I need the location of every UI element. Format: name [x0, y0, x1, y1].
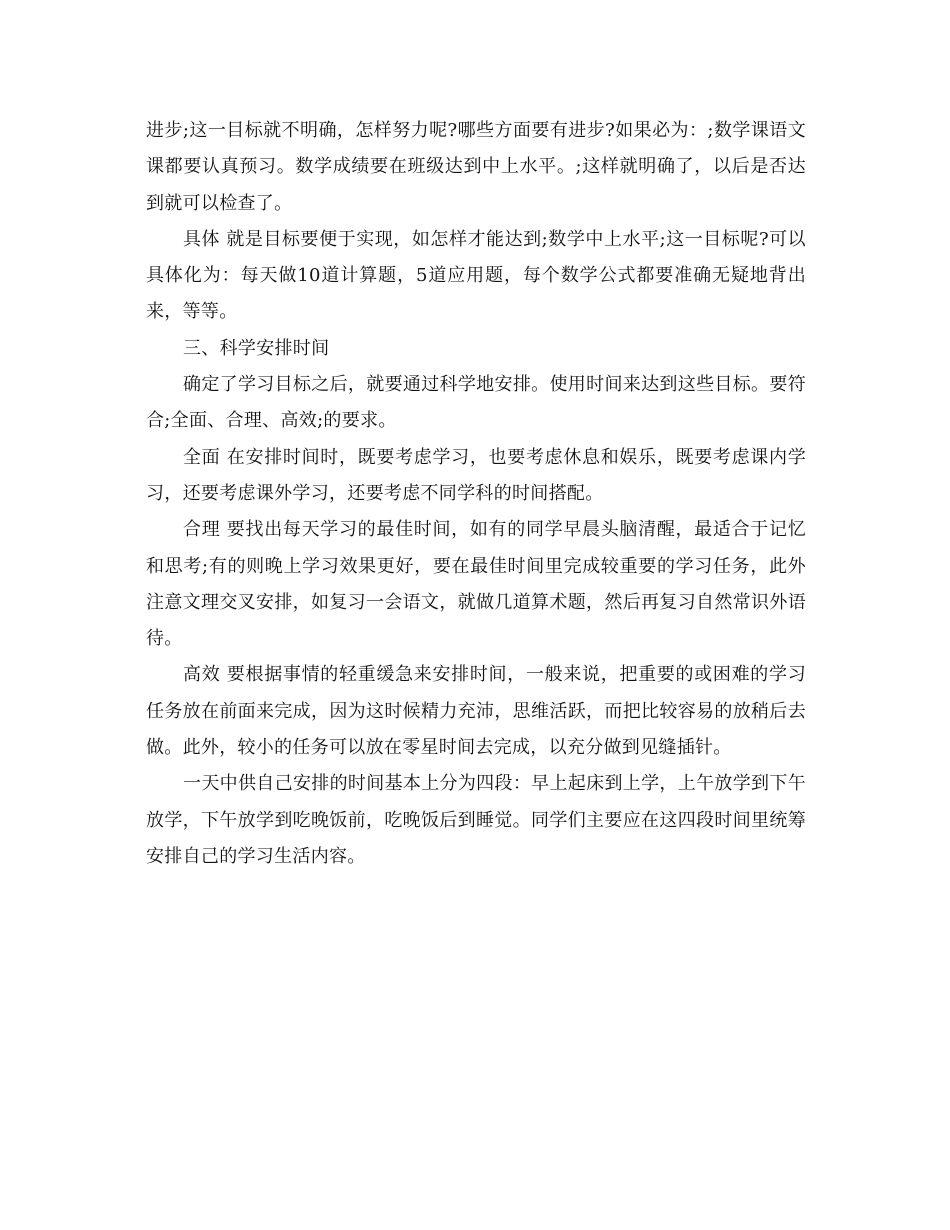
paragraph-continuation: 进步;这一目标就不明确，怎样努力呢?哪些方面要有进步?如果必为：;数学课语文课都要认真预习。数学成绩要在班级达到中上水平。;这样就明确了，以后是否达到就可以检查了。 — [146, 120, 806, 214]
paragraph-efficient: 高效 要根据事情的轻重缓急来安排时间，一般来说，把重要的或困难的学习任务放在前面来完成，因为这时候精力充沛，思维活跃，而把比较容易的放稍后去做。此外，较小的任务可以放在零星时间去完成，以充分做到见缝插针。 — [146, 664, 806, 759]
paragraph-intro-schedule: 确定了学习目标之后，就要通过科学地安排。使用时间来达到这些目标。要符合;全面、合理、高效;的要求。 — [146, 374, 806, 432]
paragraph-comprehensive: 全面 在安排时间时，既要考虑学习，也要考虑休息和娱乐，既要考虑课内学习，还要考虑课外学习，还要考虑不同学科的时间搭配。 — [146, 446, 806, 504]
paragraph-specific: 具体 就是目标要便于实现，如怎样才能达到;数学中上水平;这一目标呢?可以具体化为：每天做10道计算题，5道应用题，每个数学公式都要准确无疑地背出来，等等。 — [146, 228, 806, 323]
document-body — [146, 113, 806, 875]
section-heading-schedule-time: 三、科学安排时间 — [183, 337, 330, 359]
paragraph-reasonable: 合理 要找出每天学习的最佳时间，如有的同学早晨头脑清醒，最适合于记忆和思考;有的则晚上学习效果更好，要在最佳时间里完成较重要的学习任务，此外注意文理交叉安排，如复习一会语文，就做几道算术题，然后再复习自然常识外语待。 — [146, 519, 806, 650]
paragraph-four-periods: 一天中供自己安排的时间基本上分为四段：早上起床到上学，上午放学到下午放学，下午放学到吃晚饭前，吃晚饭后到睡觉。同学们主要应在这四段时间里统筹安排自己的学习生活内容。 — [146, 773, 806, 867]
